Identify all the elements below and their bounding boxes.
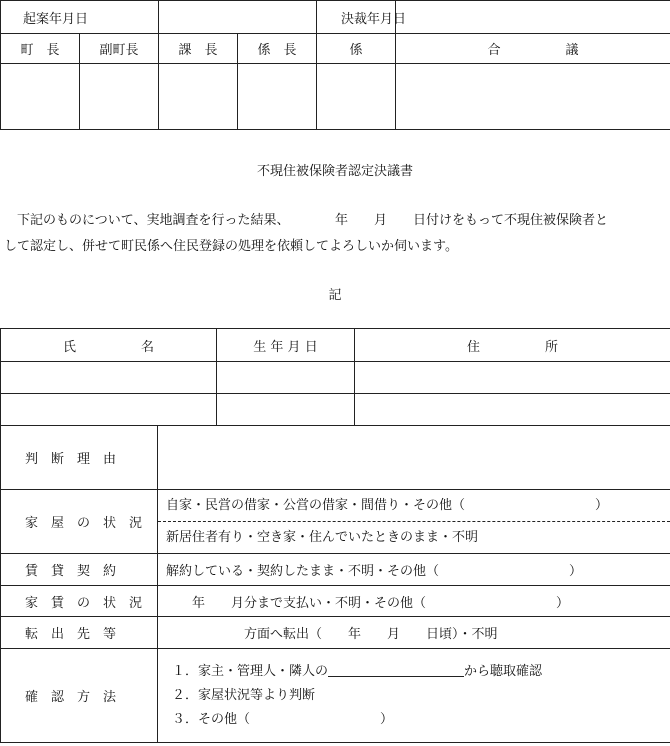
ki-heading: 記 bbox=[328, 288, 342, 303]
body-line-1: 下記のものについて、実地調査を行った結果、 年 月 日付けをもって不現住被保険者と bbox=[4, 213, 608, 228]
tenshutsu-options[interactable]: 方面へ転出（ 年 月 日頃）・不明 bbox=[158, 617, 670, 649]
address-field-2[interactable] bbox=[355, 394, 670, 426]
kaoku-label: 家 屋 の 状 況 bbox=[1, 490, 158, 554]
seal-box-staff[interactable] bbox=[317, 64, 396, 130]
kakunin-source-blank[interactable] bbox=[328, 660, 464, 677]
role-staff: 係 bbox=[317, 34, 396, 64]
document-title: 不現住被保険者認定決議書 bbox=[256, 164, 413, 179]
approval-table bbox=[0, 0, 670, 130]
kakunin-item-1-text: １．家主・管理人・隣人の bbox=[172, 663, 329, 679]
kessai-date-label-cell bbox=[317, 1, 407, 34]
kakunin-item-2[interactable]: ２．家屋状況等より判断 bbox=[172, 687, 316, 703]
kaoku-option-line-1[interactable]: 自家・民営の借家・公営の借家・間借り・その他（ ） bbox=[166, 498, 609, 513]
kakunin-item-1[interactable] bbox=[172, 660, 670, 684]
body-paragraph bbox=[4, 208, 666, 260]
kaoku-field bbox=[158, 490, 670, 554]
chintai-label: 賃 貸 契 約 bbox=[1, 554, 158, 586]
tenshutsu-label: 転 出 先 等 bbox=[1, 617, 158, 649]
yachin-options[interactable]: 年 月分まで支払い・不明・その他（ ） bbox=[158, 586, 670, 617]
body-line-2: して認定し、併せて町民係へ住民登録の処理を依頼してよろしいか伺います。 bbox=[4, 239, 458, 254]
role-mayor: 町 長 bbox=[1, 34, 80, 64]
role-unit-chief: 係 長 bbox=[238, 34, 317, 64]
seal-box-deputy-mayor[interactable] bbox=[80, 64, 159, 130]
kessai-date-field[interactable] bbox=[396, 1, 670, 34]
kakunin-label: 確 認 方 法 bbox=[1, 649, 158, 743]
seal-box-consultation[interactable] bbox=[396, 64, 670, 130]
chintai-options[interactable]: 解約している・契約したまま・不明・その他（ ） bbox=[158, 554, 670, 586]
person-table bbox=[0, 328, 670, 426]
address-field-1[interactable] bbox=[355, 362, 670, 394]
seal-box-unit-chief[interactable] bbox=[238, 64, 317, 130]
kiansho-date-label: 起案年月日 bbox=[23, 11, 89, 27]
role-deputy-mayor: 副町長 bbox=[80, 34, 159, 64]
kakunin-item-1-suffix: から聴取確認 bbox=[464, 663, 543, 679]
header-address: 住 所 bbox=[355, 329, 670, 362]
handan-label: 判 断 理 由 bbox=[1, 426, 158, 490]
birthdate-field-1[interactable] bbox=[217, 362, 355, 394]
kakunin-options bbox=[158, 649, 670, 743]
kaoku-option-line-2[interactable]: 新居住者有り・空き家・住んでいたときのまま・不明 bbox=[158, 521, 670, 553]
seal-box-mayor[interactable] bbox=[1, 64, 80, 130]
kiansho-date-label-cell bbox=[1, 1, 159, 34]
handan-field[interactable] bbox=[158, 426, 670, 490]
role-consultation: 合 議 bbox=[396, 34, 670, 64]
name-field-2[interactable] bbox=[1, 394, 217, 426]
kessai-date-label: 決裁年月日 bbox=[341, 11, 407, 27]
name-field-1[interactable] bbox=[1, 362, 217, 394]
header-birthdate: 生 年 月 日 bbox=[217, 329, 355, 362]
yachin-label: 家 賃 の 状 況 bbox=[1, 586, 158, 617]
kiansho-date-field[interactable] bbox=[159, 1, 317, 34]
details-table bbox=[0, 425, 670, 743]
kakunin-item-3[interactable]: ３．その他（ ） bbox=[172, 711, 394, 727]
header-name: 氏 名 bbox=[1, 329, 217, 362]
role-section-chief: 課 長 bbox=[159, 34, 238, 64]
birthdate-field-2[interactable] bbox=[217, 394, 355, 426]
seal-box-section-chief[interactable] bbox=[159, 64, 238, 130]
